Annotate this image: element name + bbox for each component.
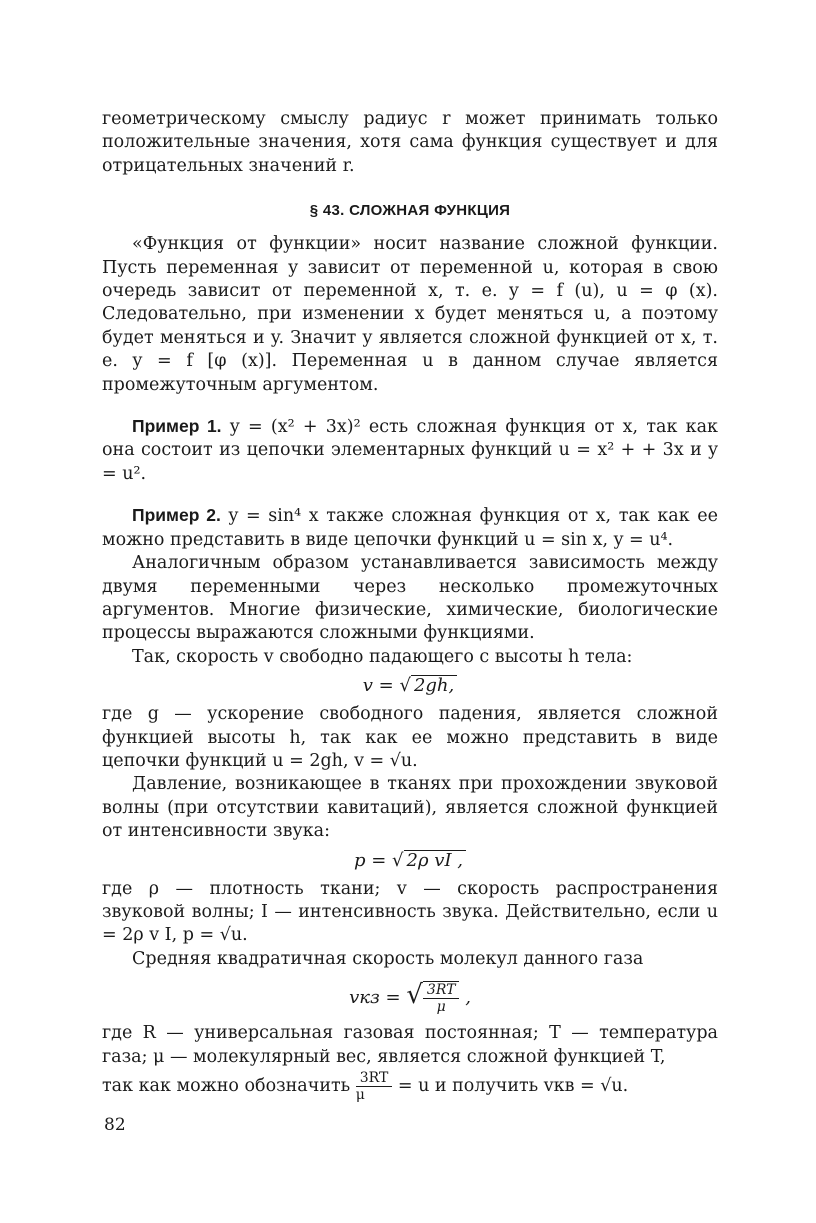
- formula-rms-speed: vкз = √ $\frac{3RT}{\mu}$ ,: [349, 980, 471, 1016]
- paragraph-R: где R — универсальная газовая постоянная; T — температура газа; μ — молекулярный вес, является сложной функцией T,: [102, 1023, 718, 1067]
- formula-free-fall: v = √ 2gh,: [102, 671, 718, 701]
- example-1-text: y = (x² + 3x)² есть сложная функция от x, так как она состоит из цепочки элементарных функций u = x² + + 3x и y = u².: [102, 417, 718, 484]
- paragraph-rho: где ρ — плотность ткани; v — скорость распространения звуковой волны; I — интенсивность звука. Действительно, если u = 2ρ v I, p = √u.: [102, 878, 718, 946]
- formula-rms-tail: ,: [459, 987, 471, 1009]
- formula-pressure-left: p =: [353, 849, 393, 871]
- paragraph-speed: Так, скорость v свободно падающего с высоты h тела:: [132, 646, 633, 667]
- paragraph-last: [102, 1069, 718, 1103]
- formula-rms-numerator: 3RT: [423, 982, 460, 999]
- page-number: 82: [104, 1115, 126, 1135]
- inline-fraction-denominator: μ: [355, 1087, 365, 1103]
- formula-rms-fraction: [423, 981, 460, 1015]
- formula-free-fall-root: 2gh,: [411, 675, 457, 696]
- paragraph-pressure: Давление, возникающее в тканях при прохождении звуковой волны (при отсутствии кавитаций), является сложной функцией от интенсивности звука:: [102, 774, 718, 842]
- formula-free-fall-left: v =: [362, 675, 400, 697]
- paragraph-g: где g — ускорение свободного падения, является сложной функцией высоты h, так как ее можно представить в виде цепочки функций u = 2gh, v = √u.: [102, 704, 718, 771]
- example-2-label: Пример 2.: [132, 505, 221, 526]
- section-title: § 43. СЛОЖНАЯ ФУНКЦИЯ: [309, 202, 511, 220]
- example-1: [102, 415, 718, 486]
- paragraph-last-b: = u и получить vкв = √u.: [392, 1076, 629, 1096]
- formula-pressure: p = √ 2ρ vI ,: [102, 846, 718, 876]
- example-2: [102, 504, 718, 552]
- formula-rms-left: vкз =: [349, 987, 407, 1009]
- example-2-text: y = sin⁴ x также сложная функция от x, так как ее можно представить в виде цепочки функций u = sin x, y = u⁴.: [102, 506, 718, 550]
- inline-fraction-numerator: 3RT: [356, 1070, 393, 1087]
- paragraph-definition: «Функция от функции» носит название сложной функции. Пусть переменная y зависит от переменной u, которая в свою очередь зависит от переменной x, т. е. y = f (u), u = φ (x). Следовательно, при изменении x будет меняться u, а поэтому будет меняться и y. Значит y является сложной функцией от x, т. е. y = f [φ (x)]. Переменная u в данном случае является промежуточным аргументом.: [102, 234, 718, 395]
- paragraph-intro: геометрическому смыслу радиус r может принимать только положительные значения, хотя сама функция существует и для отрицательных значений r.: [102, 109, 718, 176]
- paragraph-last-a: так как можно обозначить: [102, 1076, 356, 1096]
- paragraph-analog: Аналогичным образом устанавливается зависимость между двумя переменными через несколько промежуточных аргументов. Многие физические, химические, биологические процессы выражаются сложными функциями.: [102, 553, 718, 644]
- formula-rms-denominator: μ: [436, 999, 446, 1016]
- formula-pressure-root: 2ρ vI ,: [404, 850, 466, 871]
- inline-fraction: [356, 1070, 393, 1103]
- example-1-label: Пример 1.: [132, 416, 222, 437]
- page-body: [102, 108, 718, 1103]
- paragraph-gas: Средняя квадратичная скорость молекул данного газа: [132, 948, 644, 969]
